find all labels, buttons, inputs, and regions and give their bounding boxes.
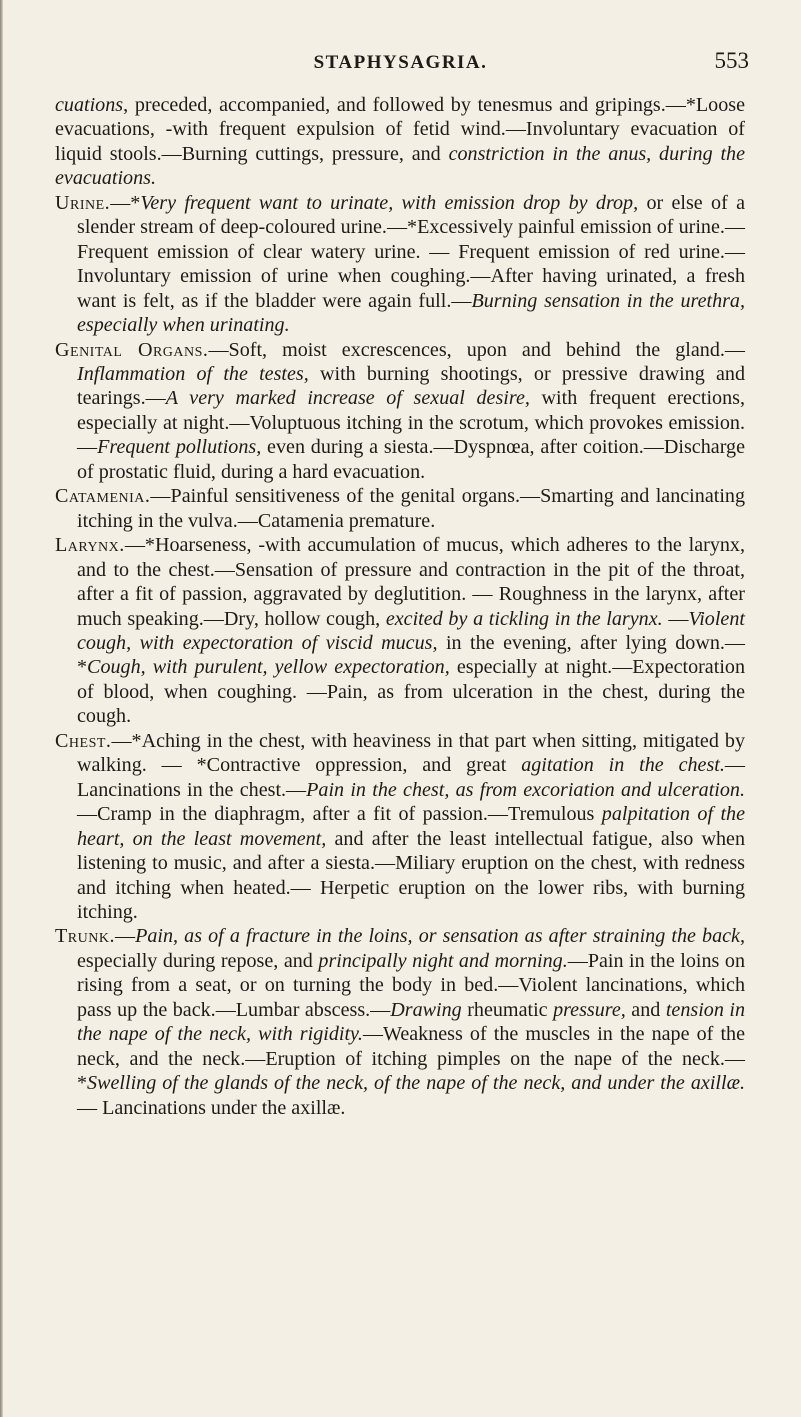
- section-content: [77, 925, 745, 1118]
- body-text: [55, 93, 745, 1120]
- symptom-text: —Cramp in the diaphragm, after a fit of passion.—Tremulous: [77, 803, 602, 826]
- symptom-text: —Lancinations in the chest.—: [77, 754, 745, 801]
- italic-symptom-text: Burning sensation in the urethra, especially when urinating.: [77, 289, 746, 337]
- symptom-text: —Weakness of the muscles in the nape of the neck, and the neck.—Eruption of itching pimples on the nape of the neck.—*: [77, 1023, 745, 1095]
- italic-symptom-text: Pain, as of a fracture in the loins, or sensation as after straining the back,: [135, 925, 745, 948]
- page-number: 553: [714, 48, 749, 73]
- symptom-text: —: [114, 925, 136, 948]
- symptom-text: with frequent erections, especially at night.—Voluptuous itching in the scrotum, which provokes emission.—: [77, 387, 745, 459]
- section-evacuations-continued: [55, 93, 745, 191]
- section-content: [77, 485, 745, 531]
- italic-symptom-text: agitation in the chest.: [521, 754, 725, 777]
- italic-symptom-text: constriction in the anus, during the evacuations.: [55, 142, 745, 190]
- symptom-text: , preceded, accompanied, and followed by tenesmus and gripings.—*Loose evacuations, -with frequent expulsion of fetid wind.—Involuntary evacuation of liquid stools.—Burning cuttings, pressure, and: [55, 94, 745, 165]
- symptom-text: especially at night.—Expectoration of blood, when coughing. —Pain, as from ulceration in the chest, during the cough.: [77, 656, 745, 728]
- section-urine: [55, 191, 745, 338]
- section-content: [77, 192, 745, 336]
- italic-symptom-text: Pain in the chest, as from excoriation and ulceration.: [306, 778, 745, 801]
- section-chest: [55, 729, 745, 925]
- italic-symptom-text: A very marked increase of sexual desire,: [165, 387, 530, 410]
- running-title: STAPHYSAGRIA.: [313, 52, 488, 73]
- italic-symptom-text: Inflammation of the testes,: [77, 362, 309, 385]
- symptom-text: even during a siesta.—Dyspnœa, after coition.—Discharge of prostatic fluid, during a hard evacuation.: [77, 436, 745, 483]
- section-content: [77, 730, 745, 923]
- section-rubric: Chest.: [55, 729, 112, 752]
- running-head: [52, 48, 749, 80]
- italic-symptom-text: tension in the nape of the neck, with rigidity.: [77, 998, 745, 1046]
- italic-symptom-text: Violent cough, with expectoration of viscid mucus,: [77, 607, 745, 654]
- section-content: [77, 534, 745, 727]
- symptom-text: —*Aching in the chest, with heaviness in that part when sitting, mitigated by walking. — *Contractive oppression, and great: [77, 729, 745, 777]
- symptom-text: with burning shootings, or pressive drawing and tearings.—: [77, 362, 745, 410]
- symptom-text: in the evening, after lying down.—*: [77, 631, 746, 679]
- section-rubric: Catamenia.: [55, 485, 151, 508]
- italic-symptom-text: palpitation of the heart, on the least movement,: [77, 803, 745, 850]
- symptom-text: and: [625, 998, 666, 1021]
- italic-symptom-text: Frequent pollutions,: [97, 436, 262, 459]
- symptom-text: —Pain in the loins on rising from a seat, or on turning the body in bed.—Violent lancinations, which pass up the back.—Lumbar abscess.—: [77, 949, 745, 1021]
- symptom-text: —*: [110, 191, 141, 214]
- symptom-text: — Lancinations under the axillæ.: [77, 1096, 346, 1119]
- section-larynx: [55, 533, 745, 729]
- section-rubric: Genital Organs.: [55, 338, 209, 361]
- italic-symptom-text: Cough, with purulent, yellow expectoration,: [87, 656, 450, 679]
- italic-symptom-text: cuations: [55, 94, 124, 116]
- page-edge: [0, 0, 3, 1417]
- symptom-text: —Painful sensitiveness of the genital organs.—Smarting and lancinating itching in the vulva.—Catamenia premature.: [77, 485, 745, 532]
- symptom-text: especially during repose, and: [77, 949, 319, 972]
- section-trunk: [55, 924, 745, 1120]
- section-catamenia: [55, 484, 745, 533]
- section-rubric: Larynx.: [55, 534, 125, 557]
- italic-symptom-text: pressure,: [553, 998, 626, 1021]
- symptom-text: —: [662, 607, 689, 630]
- symptom-text: rheumatic: [461, 998, 554, 1021]
- section-content: [55, 94, 745, 189]
- section-genital-organs: [55, 338, 745, 485]
- italic-symptom-text: principally night and morning.: [318, 949, 568, 972]
- italic-symptom-text: Drawing: [390, 998, 462, 1021]
- symptom-text: or else of a slender stream of deep-coloured urine.—*Excessively painful emission of urine.—Frequent emission of clear watery urine. — Frequent emission of red urine.—Involuntary emission of urine when coughing.—After having urinated, a fresh want is felt, as if the bladder were again full.—: [77, 191, 745, 312]
- symptom-text: —Soft, moist excrescences, upon and behind the gland.—: [208, 338, 745, 361]
- section-rubric: Trunk.: [55, 925, 115, 948]
- symptom-text: and after the least intellectual fatigue, also when listening to music, and after a siesta.—Miliary eruption on the chest, with redness and itching when heated.— Herpetic eruption on the lower ribs, with burning itching.: [77, 827, 746, 923]
- section-rubric: Urine.: [55, 191, 111, 214]
- symptom-text: —*Hoarseness, -with accumulation of mucus, which adheres to the larynx, and to the chest.—Sensation of pressure and contraction in the pit of the throat, after a fit of passion, aggravated by deglutition. — Roughness in the larynx, after much speaking.—Dry, hollow cough,: [77, 534, 745, 630]
- italic-symptom-text: Very frequent want to urinate, with emission drop by drop,: [140, 191, 639, 214]
- italic-symptom-text: Swelling of the glands of the neck, of the nape of the neck, and under the axillæ.: [87, 1072, 745, 1095]
- italic-symptom-text: excited by a tickling in the larynx.: [385, 607, 663, 630]
